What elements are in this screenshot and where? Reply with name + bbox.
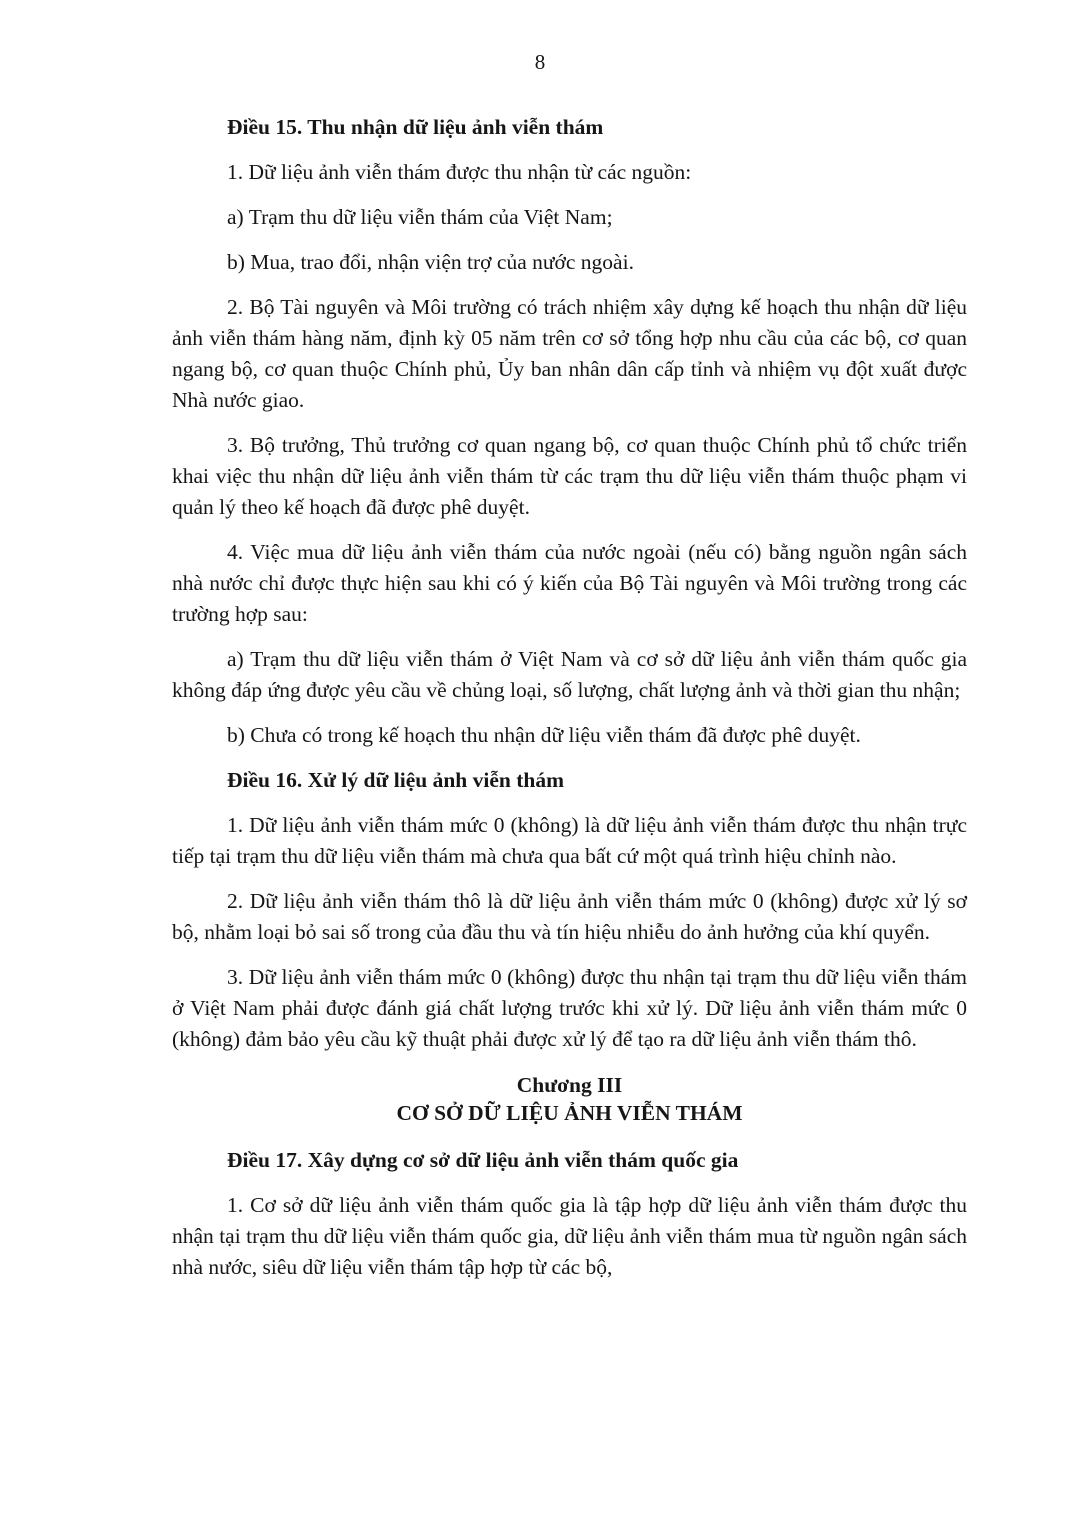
article-16-heading: Điều 16. Xử lý dữ liệu ảnh viễn thám xyxy=(227,768,564,792)
page-number: 8 xyxy=(534,50,546,74)
article-15-clause-4b: b) Chưa có trong kế hoạch thu nhận dữ liệu viễn thám đã được phê duyệt. xyxy=(227,723,861,747)
article-15-clause-1b: b) Mua, trao đổi, nhận viện trợ của nước ngoài. xyxy=(227,250,634,274)
article-17-heading: Điều 17. Xây dựng cơ sở dữ liệu ảnh viễn thám quốc gia xyxy=(227,1148,739,1172)
article-16-clause-1: 1. Dữ liệu ảnh viễn thám mức 0 (không) là dữ liệu ảnh viễn thám được thu nhận trực tiếp tại trạm thu dữ liệu viễn thám mà chưa qua bất cứ một quá trình hiệu chỉnh nào. xyxy=(172,813,967,868)
article-15-clause-3: 3. Bộ trưởng, Thủ trưởng cơ quan ngang bộ, cơ quan thuộc Chính phủ tổ chức triển khai việc thu nhận dữ liệu ảnh viễn thám từ các trạm thu dữ liệu viễn thám thuộc phạm vi quản lý theo kế hoạch đã được phê duyệt. xyxy=(172,433,967,519)
article-15-clause-1a: a) Trạm thu dữ liệu viễn thám của Việt Nam; xyxy=(227,205,613,229)
article-16-clause-2: 2. Dữ liệu ảnh viễn thám thô là dữ liệu ảnh viễn thám mức 0 (không) được xử lý sơ bộ, nhằm loại bỏ sai số trong của đầu thu và tín hiệu nhiễu do ảnh hưởng của khí quyển. xyxy=(172,889,967,944)
chapter-label: Chương III xyxy=(516,1073,623,1097)
article-17-clause-1: 1. Cơ sở dữ liệu ảnh viễn thám quốc gia là tập hợp dữ liệu ảnh viễn thám được thu nhận tại trạm thu dữ liệu viễn thám quốc gia, dữ liệu ảnh viễn thám mua từ nguồn ngân sách nhà nước, siêu dữ liệu viễn thám tập hợp từ các bộ, xyxy=(172,1193,967,1279)
article-15-clause-2: 2. Bộ Tài nguyên và Môi trường có trách nhiệm xây dựng kế hoạch thu nhận dữ liệu ảnh viễn thám hàng năm, định kỳ 05 năm trên cơ sở tổng hợp nhu cầu của các bộ, cơ quan ngang bộ, cơ quan thuộc Chính phủ, Ủy ban nhân dân cấp tỉnh và nhiệm vụ đột xuất được Nhà nước giao. xyxy=(172,295,967,412)
chapter-title: CƠ SỞ DỮ LIỆU ẢNH VIỄN THÁM xyxy=(396,1101,743,1125)
article-15-clause-4: 4. Việc mua dữ liệu ảnh viễn thám của nước ngoài (nếu có) bằng nguồn ngân sách nhà nước chỉ được thực hiện sau khi có ý kiến của Bộ Tài nguyên và Môi trường trong các trường hợp sau: xyxy=(172,540,967,626)
article-15-clause-1: 1. Dữ liệu ảnh viễn thám được thu nhận từ các nguồn: xyxy=(227,160,692,184)
document-body xyxy=(172,112,967,1297)
article-15-clause-4a: a) Trạm thu dữ liệu viễn thám ở Việt Nam và cơ sở dữ liệu ảnh viễn thám quốc gia không đáp ứng được yêu cầu về chủng loại, số lượng, chất lượng ảnh và thời gian thu nhận; xyxy=(172,647,967,702)
article-15-heading: Điều 15. Thu nhận dữ liệu ảnh viễn thám xyxy=(227,115,604,139)
article-16-clause-3: 3. Dữ liệu ảnh viễn thám mức 0 (không) được thu nhận tại trạm thu dữ liệu viễn thám ở Việt Nam phải được đánh giá chất lượng trước khi xử lý. Dữ liệu ảnh viễn thám mức 0 (không) đảm bảo yêu cầu kỹ thuật phải được xử lý để tạo ra dữ liệu ảnh viễn thám thô. xyxy=(172,965,967,1051)
